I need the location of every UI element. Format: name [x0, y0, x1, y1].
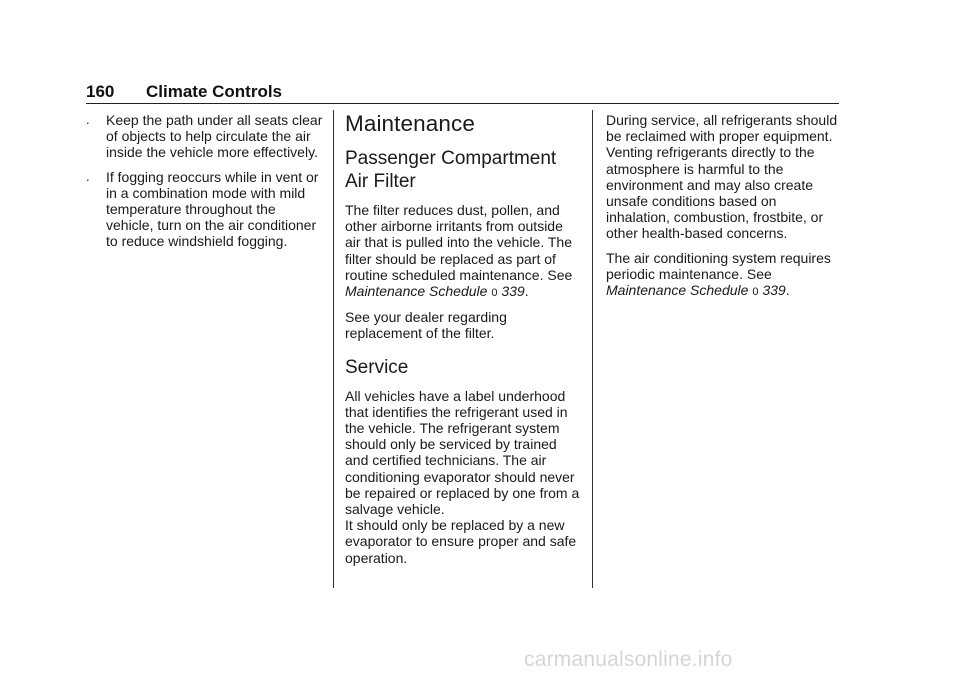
link-title: Maintenance Schedule [606, 282, 749, 299]
service-paragraph: All vehicles have a label underhood that identifies the refrigerant used in the vehicle. The refrigerant system should only be serviced by trained and certified technicians. The air conditioning evaporator should never be repaired or replaced by one from a salvage vehicle. [345, 387, 580, 518]
link-page: 339 [501, 283, 525, 300]
page-ref-arrow-icon: 0 [491, 287, 498, 300]
list-item [86, 169, 326, 250]
filter-paragraph-text: The filter reduces dust, pollen, and other airborne irritants from outside air that is pulled into the vehicle. The filter should be replaced as part of routine scheduled maintenance. See [345, 202, 573, 283]
page-number: 160 [86, 82, 115, 101]
column-1 [86, 112, 326, 258]
section-title: Climate Controls [146, 82, 283, 101]
period: . [785, 282, 790, 299]
column-3 [606, 112, 842, 308]
bullet-icon: . [86, 168, 90, 184]
list-item-text: If fogging reoccurs while in vent or in a combination mode with mild temperature throughout the vehicle, turn on the air conditioner to reduce windshield fogging. [106, 168, 319, 250]
bullet-icon: . [86, 112, 90, 127]
link-page: 339 [762, 282, 786, 299]
list-item-text: Keep the path under all seats clear of objects to help circulate the air inside the vehicle more effectively. [106, 112, 323, 161]
page-header [86, 82, 282, 102]
link-title: Maintenance Schedule [345, 283, 488, 300]
service-heading: Service [345, 356, 409, 378]
maintenance-schedule-link[interactable] [345, 283, 525, 299]
header-rule [86, 103, 839, 104]
period: . [524, 283, 529, 300]
service-paragraph-2: It should only be replaced by a new evaporator to ensure proper and safe operation. [345, 517, 577, 566]
page-ref-arrow-icon: 0 [752, 286, 759, 299]
ac-paragraph-text: The air conditioning system requires periodic maintenance. See [606, 249, 831, 282]
dealer-paragraph: See your dealer regarding replacement of the filter. [345, 309, 507, 342]
air-filter-heading: Passenger Compartment Air Filter [345, 148, 557, 192]
ac-maintenance-paragraph [606, 250, 842, 301]
refrigerant-paragraph: During service, all refrigerants should be reclaimed with proper equipment. Venting refrigerants directly to the atmosphere is harmful to the environment and may also create unsafe conditions based on inhalation, combustion, frostbite, or other health-based concerns. [606, 112, 838, 242]
list-item [86, 112, 326, 161]
filter-paragraph [345, 202, 581, 301]
column-2 [345, 112, 581, 574]
column-divider [333, 110, 334, 588]
watermark: carmanualsonline.info [524, 648, 733, 671]
maintenance-schedule-link[interactable] [606, 282, 786, 298]
maintenance-heading: Maintenance [345, 111, 475, 136]
column-divider [592, 110, 593, 588]
